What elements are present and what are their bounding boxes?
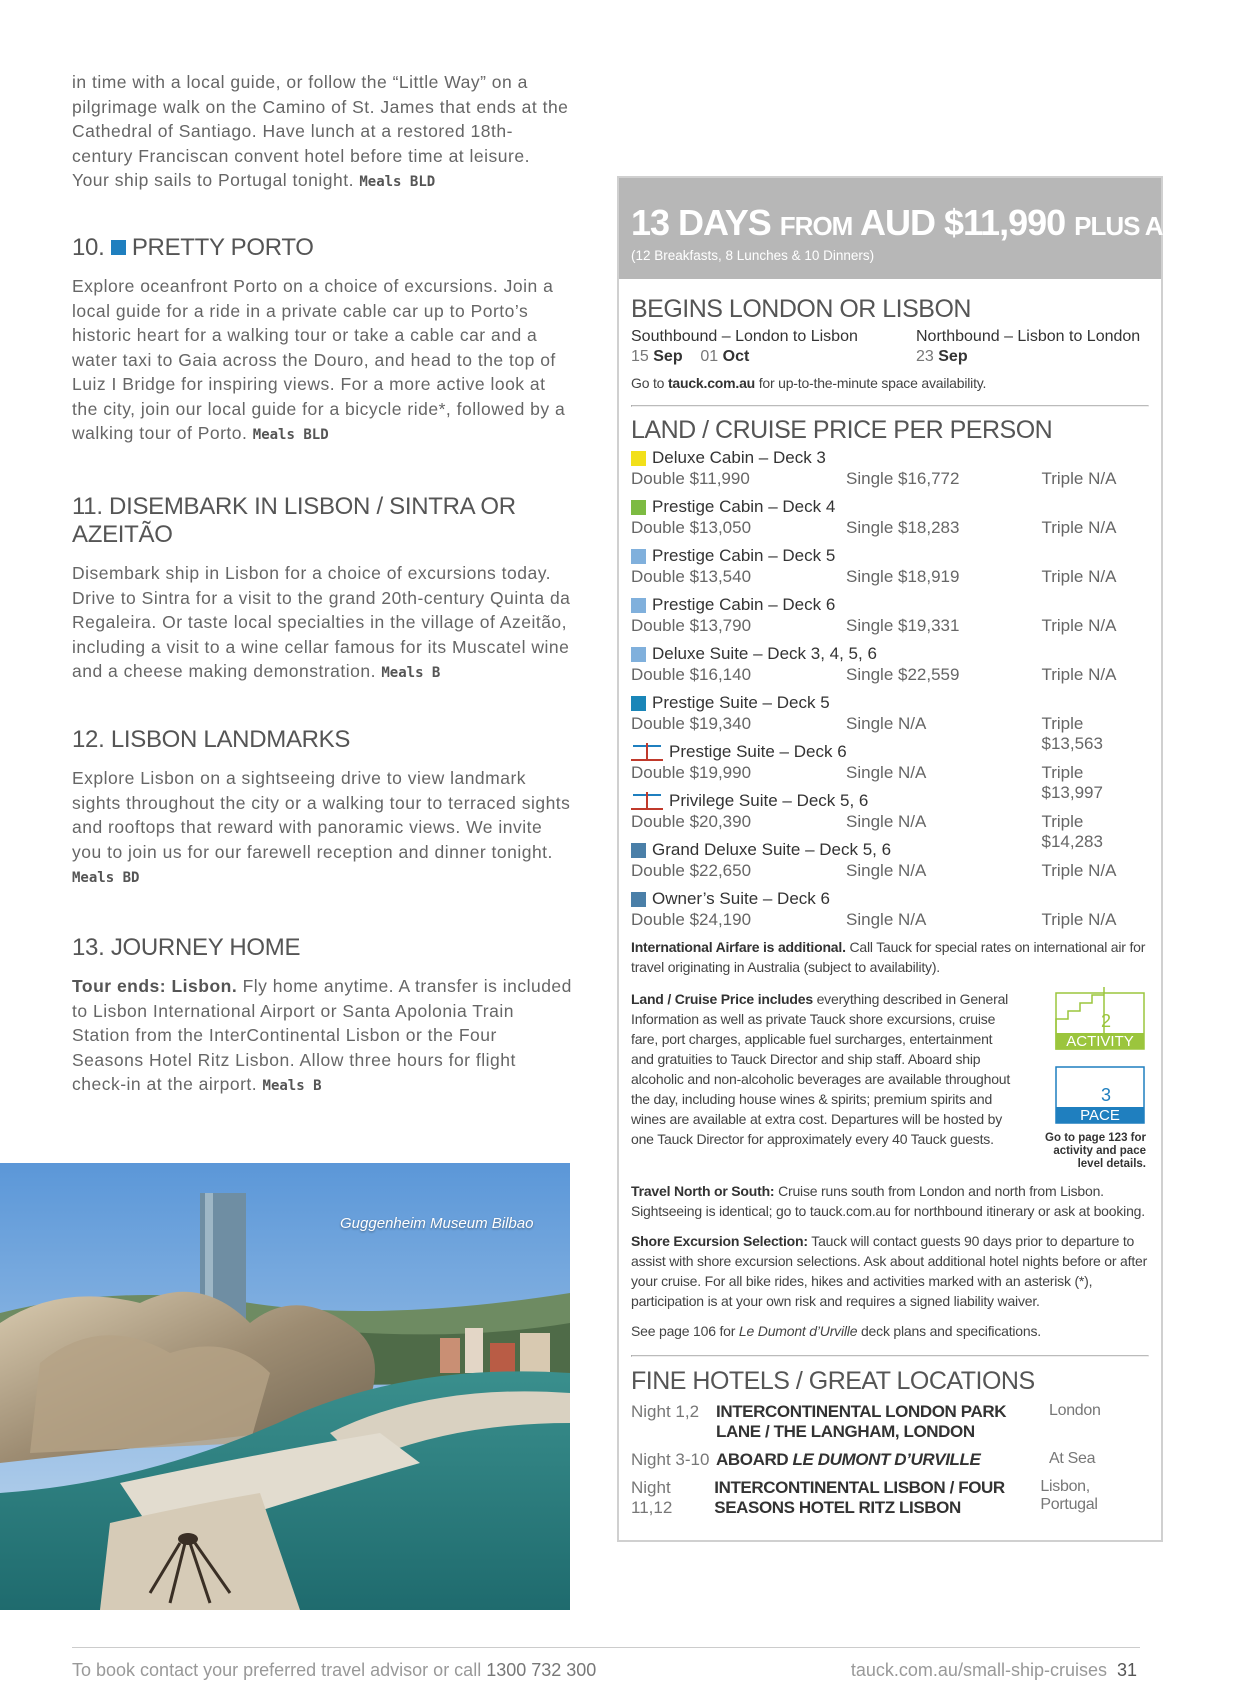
- single-price: Single $22,559: [846, 665, 960, 684]
- airfare-note: International Airfare is additional. Call Tauck for special rates on international air for travel originating in Australia (subject to availability).: [631, 939, 1146, 975]
- availability-note: Go to tauck.com.au for up-to-the-minute space availability.: [631, 375, 987, 391]
- intro-text: in time with a local guide, or follow the “Little Way” on a pilgrimage walk on the Camino of St. James that ends at the Cathedral of Santiago. Have lunch at a restored 18th-century Franciscan convent hotel before time at leisure. Your ship sails to Portugal tonight.: [72, 72, 569, 190]
- cabin-name: Grand Deluxe Suite – Deck 5, 6: [631, 839, 1149, 861]
- footer-divider: [72, 1647, 1140, 1648]
- triple-price: Triple N/A: [1041, 910, 1117, 929]
- hotel-row: Night 11,12 INTERCONTINENTAL LISBON / FOUR SEASONS HOTEL RITZ LISBON Lisbon, Portugal: [631, 1478, 1098, 1517]
- photo-caption: Guggenheim Museum Bilbao: [340, 1215, 534, 1232]
- double-price: Double $19,340: [631, 714, 752, 733]
- svg-text:PACE: PACE: [1080, 1107, 1120, 1124]
- color-swatch-icon: [631, 892, 646, 907]
- triple-price: Triple N/A: [1041, 861, 1117, 880]
- triple-price: Triple N/A: [1041, 518, 1117, 537]
- triple-price: Triple $13,997: [1041, 763, 1103, 802]
- departure-dates: [631, 348, 1149, 366]
- northbound-dates: 23 Sep: [916, 348, 968, 365]
- cabin-name: Prestige Suite – Deck 5: [631, 692, 1149, 714]
- tour-info-box: [617, 176, 1252, 1542]
- triple-price: Triple $13,563: [1041, 714, 1103, 753]
- footer-right: [851, 1660, 1137, 1681]
- footer-booking: To book contact your preferred travel advisor or call 1300 732 300: [72, 1660, 597, 1680]
- color-swatch-icon: [631, 500, 646, 515]
- double-price: Double $19,990: [631, 763, 752, 782]
- website-link[interactable]: tauck.com.au/small-ship-cruises: [850, 1660, 1107, 1680]
- banner-headline: 13 DAYS FROM AUD $11,990 PLUS AIRFARE: [631, 202, 1252, 243]
- cabin-name: Privilege Suite – Deck 5, 6: [631, 790, 1149, 812]
- phone-number[interactable]: 1300 732 300: [486, 1660, 597, 1680]
- price-row: [631, 861, 1149, 888]
- cabin-price-list: [631, 447, 1149, 937]
- level-note: Go to page 123 for activity and pace level details.: [1045, 1132, 1146, 1170]
- meals-label: Meals BLD: [359, 174, 436, 190]
- single-price: Single N/A: [846, 714, 927, 733]
- day-12: [72, 726, 572, 891]
- shore-note: Shore Excursion Selection: Tauck will contact guests 90 days prior to departure to assist with shore excursion selections. Ask about additional hotel nights before or after your cruise. For all bike rides, hikes and activities marked with an asterisk (*), participation is at your own risk and requires a signed liability waiver.: [631, 1233, 1148, 1309]
- svg-text:2: 2: [1100, 1011, 1112, 1031]
- meals-label: Meals B: [262, 1078, 322, 1094]
- triple-price: Triple N/A: [1041, 665, 1117, 684]
- day-text: Fly home anytime. A transfer is included to Lisbon International Airport or Santa Apolonia Train Station from the InterContinental Lisbon or the Four Seasons Hotel Ritz Lisbon. Allow three hours for flight check-in at the airport.: [72, 976, 572, 1094]
- divider: [631, 405, 1149, 407]
- intro-paragraph: [72, 70, 572, 195]
- tour-ends-label: Tour ends: Lisbon.: [72, 976, 238, 996]
- day-text: Explore oceanfront Porto on a choice of excursions. Join a local guide for a ride in a private cable car up to Porto’s historic heart for a walking tour or take a cable car and a water taxi to Gaia across the Douro, and head to the top of Luiz I Bridge for inspiring views. For a more active look at the city, join our local guide for a bicycle ride*, followed by a walking tour of Porto.: [72, 276, 566, 443]
- includes-section: [631, 989, 1149, 1171]
- cabin-name: Prestige Cabin – Deck 5: [631, 545, 1149, 567]
- cabin-name: Prestige Cabin – Deck 4: [631, 496, 1149, 518]
- cabin-name: Prestige Cabin – Deck 6: [631, 594, 1149, 616]
- includes-note: Land / Cruise Price includes everything described in General Information as well as private Tauck shore excursions, cruise fare, port charges, applicable fuel surcharges, entertainment and gratuities to Tauck Director and ship staff. Aboard ship alcoholic and non-alcoholic beverages are available throughout the day, including house wines & spirits; premium spirits and wines are available at extra cost. Departures will be hosted by one Tauck Director for approximately every 40 Tauck guests.: [631, 991, 1011, 1147]
- prices-title: LAND / CRUISE PRICE PER PERSON: [631, 416, 1053, 444]
- single-price: Single $16,772: [846, 469, 960, 488]
- price-banner: [619, 178, 1252, 279]
- svg-text:3: 3: [1100, 1085, 1112, 1105]
- price-row: [631, 469, 1149, 496]
- double-price: Double $16,140: [631, 665, 752, 684]
- color-swatch-icon: [631, 451, 646, 466]
- double-price: Double $13,050: [631, 518, 752, 537]
- deckplan-note: See page 106 for Le Dumont d’Urville deck plans and specifications.: [631, 1323, 1041, 1339]
- tauck-link[interactable]: tauck.com.au: [667, 375, 756, 391]
- price-row: [631, 910, 1149, 937]
- day-13: [72, 934, 572, 1099]
- northbound-label: Northbound – Lisbon to London: [916, 328, 1141, 345]
- price-row: [631, 567, 1149, 594]
- balcony-icon: [631, 743, 663, 761]
- day-title: 12. LISBON LANDMARKS: [72, 726, 351, 753]
- page-number: 31: [1116, 1660, 1137, 1680]
- cabin-name: Owner’s Suite – Deck 6: [631, 888, 1149, 910]
- single-price: Single $19,331: [846, 616, 960, 635]
- price-row: [631, 665, 1149, 692]
- color-swatch-icon: [631, 598, 646, 613]
- double-price: Double $11,990: [631, 469, 750, 488]
- single-price: Single N/A: [846, 763, 927, 782]
- double-price: Double $24,190: [631, 910, 752, 929]
- price-row: [631, 616, 1149, 643]
- meals-label: Meals BLD: [252, 427, 329, 443]
- single-price: Single $18,283: [846, 518, 960, 537]
- triple-price: Triple $14,283: [1041, 812, 1103, 851]
- triple-price: Triple N/A: [1041, 469, 1117, 488]
- departure-labels: [631, 328, 1149, 346]
- day-title: 11. DISEMBARK IN LISBON / SINTRA OR AZEITÃO: [72, 493, 516, 548]
- begins-title: BEGINS LONDON OR LISBON: [631, 295, 971, 323]
- southbound-dates: 15 Sep 01 Oct: [631, 348, 750, 365]
- hotels-title: FINE HOTELS / GREAT LOCATIONS: [631, 1367, 1035, 1395]
- day-11: [72, 493, 572, 686]
- hotel-row: Night 1,2 INTERCONTINENTAL LONDON PARK LANE / THE LANGHAM, LONDON London: [631, 1402, 1101, 1441]
- single-price: Single N/A: [846, 910, 927, 929]
- divider: [631, 1355, 1149, 1357]
- double-price: Double $13,790: [631, 616, 752, 635]
- triple-price: Triple N/A: [1041, 616, 1117, 635]
- day-title: 13. JOURNEY HOME: [72, 934, 301, 961]
- color-swatch-icon: [631, 843, 646, 858]
- day-text: Explore Lisbon on a sightseeing drive to view landmark sights throughout the city or a walking tour to terraced sights and rooftops that reward with panoramic views. We invite you to join us for our farewell reception and dinner tonight.: [72, 768, 571, 862]
- blue-square-icon: [111, 240, 126, 255]
- day-text: Disembark ship in Lisbon for a choice of excursions today. Drive to Sintra for a visit to the grand 20th-century Quinta da Regaleira. Or taste local specialties in the village of Azeitão, including a visit to a wine cellar famous for its Muscatel wine and a cheese making demonstration.: [72, 563, 571, 681]
- day-10: [72, 234, 572, 448]
- meals-summary: (12 Breakfasts, 8 Lunches & 10 Dinners): [631, 248, 875, 263]
- southbound-label: Southbound – London to Lisbon: [631, 328, 858, 345]
- meals-label: Meals BD: [72, 870, 140, 886]
- color-swatch-icon: [631, 549, 646, 564]
- guggenheim-photo: [0, 1163, 570, 1610]
- single-price: Single N/A: [846, 812, 927, 831]
- cabin-name: Prestige Suite – Deck 6: [631, 741, 1149, 763]
- single-price: Single N/A: [846, 861, 927, 880]
- double-price: Double $13,540: [631, 567, 752, 586]
- color-swatch-icon: [631, 647, 646, 662]
- level-badges: [1036, 989, 1146, 1171]
- svg-text:ACTIVITY: ACTIVITY: [1066, 1033, 1134, 1050]
- travel-note: Travel North or South: Cruise runs south from London and north from Lisbon. Sightseeing is identical; go to tauck.com.au for northbound itinerary or ask at booking.: [631, 1183, 1145, 1219]
- double-price: Double $22,650: [631, 861, 752, 880]
- cabin-name: Deluxe Suite – Deck 3, 4, 5, 6: [631, 643, 1149, 665]
- balcony-icon: [631, 792, 663, 810]
- triple-price: Triple N/A: [1041, 567, 1117, 586]
- activity-pace-icon: [1046, 989, 1146, 1139]
- double-price: Double $20,390: [631, 812, 752, 831]
- price-row: [631, 518, 1149, 545]
- single-price: Single $18,919: [846, 567, 960, 586]
- cabin-name: Deluxe Cabin – Deck 3: [631, 447, 1149, 469]
- hotel-row: Night 3-10 ABOARD LE DUMONT D’URVILLE At Sea: [631, 1450, 1096, 1469]
- meals-label: Meals B: [381, 665, 441, 681]
- day-title: 10. PRETTY PORTO: [72, 234, 314, 261]
- color-swatch-icon: [631, 696, 646, 711]
